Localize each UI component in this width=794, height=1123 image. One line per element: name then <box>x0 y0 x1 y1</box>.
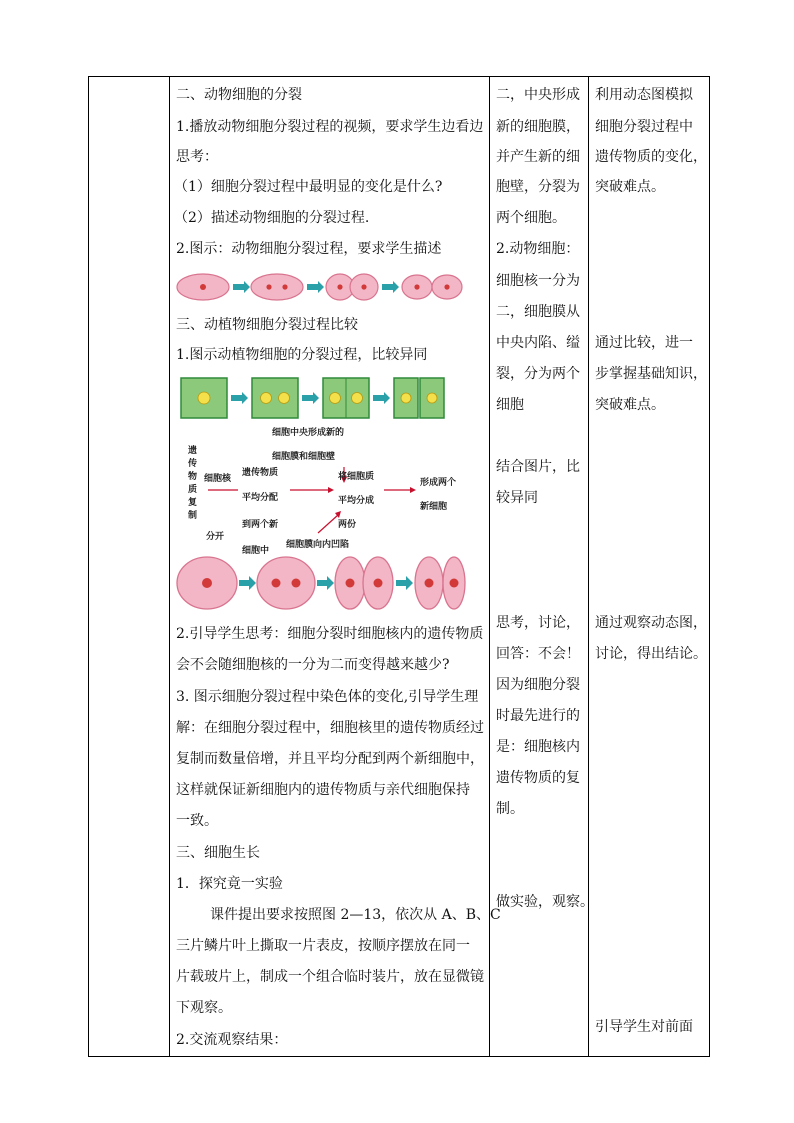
animal-division-figure <box>176 271 466 303</box>
heading-animal-division: 二、动物细胞的分裂 <box>176 87 302 103</box>
intent-line: 突破难点。 <box>595 397 665 413</box>
para3-line5: 一致。 <box>176 813 218 829</box>
student-line: 因为细胞分裂 <box>496 677 580 693</box>
student-line: 结合图片，比 <box>496 459 580 475</box>
item2: 2.图示：动物细胞分裂过程，要求学生描述 <box>176 241 442 257</box>
plant-division-figure <box>180 377 460 419</box>
student-line: 细胞 <box>496 397 524 413</box>
inherit-label-line3: 到两个新 <box>242 520 279 530</box>
intent-line: 讨论，得出结论。 <box>595 646 707 662</box>
plant-cell-stage-2 <box>252 378 298 418</box>
arrow-icon <box>396 576 413 590</box>
arrowhead-icon <box>410 487 416 493</box>
arrow-icon <box>239 576 256 590</box>
lesson-table <box>88 76 710 1057</box>
vertical-label-char: 传 <box>188 459 198 469</box>
experiment-line2: 三片鳞片叶上撕取一片表皮，按顺序摆放在同一 <box>176 938 470 954</box>
student-line: 回答：不会！ <box>496 646 580 662</box>
inherit-label-line4: 细胞中 <box>242 546 270 555</box>
column-teaching-content <box>170 77 501 1057</box>
student-line: 时最先进行的 <box>496 708 580 724</box>
large-cell-stage-3 <box>335 557 393 609</box>
division-flow-diagram <box>178 423 478 555</box>
heading-compare: 三、动植物细胞分裂过程比较 <box>176 317 358 333</box>
guide-line2: 会不会随细胞核的一分为二而变得越来越少? <box>176 657 450 673</box>
question-1: （1）细胞分裂过程中最明显的变化是什么? <box>174 179 443 195</box>
arrow-icon <box>382 281 399 293</box>
arrow-icon <box>233 281 250 293</box>
column-design-intent <box>589 77 710 1057</box>
intent-line: 利用动态图模拟 <box>595 87 693 103</box>
flow-line <box>318 515 338 533</box>
large-cell-stage-2 <box>257 557 315 609</box>
inherit-label-line2: 平均分配 <box>242 493 279 503</box>
animal-cell-stage-3 <box>326 274 378 300</box>
intent-line: 步掌握基础知识， <box>595 366 707 382</box>
vertical-label-char: 质 <box>188 485 198 495</box>
result-label-line1: 形成两个 <box>420 478 457 488</box>
exchange-results: 2.交流观察结果： <box>176 1032 288 1048</box>
intent-line: 通过观察动态图， <box>595 615 707 631</box>
intent-line: 通过比较，进一 <box>595 335 693 351</box>
experiment-line1: 课件提出要求按照图 2—13，依次从 A、B、C <box>210 907 501 923</box>
guide-line1: 2.引导学生思考：细胞分裂时细胞核内的遗传物质 <box>176 626 484 642</box>
large-cell-stage-4 <box>415 557 465 609</box>
large-cell-stage-1 <box>177 557 237 609</box>
column-blank <box>89 77 170 1057</box>
arrow-icon <box>317 576 334 590</box>
heading-growth: 三、细胞生长 <box>176 845 260 861</box>
student-line: 裂，分为两个 <box>496 366 580 382</box>
student-line: 二，细胞膜从 <box>496 304 580 320</box>
student-line: 2.动物细胞： <box>496 241 580 257</box>
experiment-line4: 下观察。 <box>176 1000 232 1016</box>
cyto-label-line2: 平均分成 <box>338 496 375 506</box>
student-line: 并产生新的细 <box>496 149 580 165</box>
arrow-icon <box>307 281 324 293</box>
question-2: （2）描述动物细胞的分裂过程. <box>174 210 370 226</box>
intent-line: 引导学生对前面 <box>595 1019 693 1035</box>
student-line: 胞壁，分裂为 <box>496 179 580 195</box>
item1-line1: 1.播放动物细胞分裂过程的视频，要求学生边看边 <box>176 119 484 135</box>
student-line: 新的细胞膜， <box>496 119 580 135</box>
split-label: 分开 <box>206 532 225 542</box>
plant-cell-stage-1 <box>181 378 227 418</box>
vertical-label-char: 制 <box>188 511 198 521</box>
student-line: 较异同 <box>496 490 538 506</box>
student-line: 是：细胞核内 <box>496 739 580 755</box>
student-line: 遗传物质的复 <box>496 770 580 786</box>
intent-line: 细胞分裂过程中 <box>595 119 693 135</box>
animal-cell-stage-4 <box>402 275 462 299</box>
arrow-icon <box>231 392 248 404</box>
compare-item1: 1.图示动植物细胞的分裂过程，比较异同 <box>176 347 428 363</box>
arrow-icon <box>373 392 390 404</box>
animal-division-large-figure <box>176 555 466 611</box>
experiment-title: 1．探究竟一实验 <box>176 876 283 892</box>
animal-cell-stage-1 <box>177 274 229 300</box>
plant-cell-stage-4 <box>394 378 444 418</box>
animal-note: 细胞膜向内凹陷 <box>286 540 350 550</box>
animal-cell-stage-2 <box>251 274 303 300</box>
arrow-icon <box>302 392 319 404</box>
para3-line2: 解：在细胞分裂过程中，细胞核里的遗传物质经过 <box>176 720 484 736</box>
experiment-line3: 片载玻片上，制成一个组合临时装片，放在显微镜 <box>176 969 484 985</box>
inherit-label-line1: 遗传物质 <box>242 468 279 478</box>
vertical-label-char: 物 <box>188 472 198 482</box>
student-line: 思考，讨论， <box>496 615 580 631</box>
plant-note-line1: 细胞中央形成新的 <box>272 428 345 438</box>
vertical-label-char: 复 <box>188 498 198 508</box>
arrowhead-icon <box>328 487 334 493</box>
plant-note-line2: 细胞膜和细胞壁 <box>272 452 336 462</box>
student-line: 做实验，观察。 <box>496 894 594 910</box>
intent-line: 遗传物质的变化， <box>595 149 707 165</box>
student-line: 制。 <box>496 801 524 817</box>
result-label-line2: 新细胞 <box>420 502 448 512</box>
student-line: 中央内陷、缢 <box>496 335 580 351</box>
intent-line: 突破难点。 <box>595 179 665 195</box>
student-line: 两个细胞。 <box>496 210 566 226</box>
para3-line3: 复制而数量倍增，并且平均分配到两个新细胞中， <box>176 751 484 767</box>
item1-line2: 思考： <box>176 149 218 165</box>
para3-line4: 这样就保证新细胞内的遗传物质与亲代细胞保持 <box>176 782 470 798</box>
cyto-label-line1: 将细胞质 <box>338 472 375 482</box>
para3-line1: 3. 图示细胞分裂过程中染色体的变化,引导学生理 <box>176 689 479 705</box>
vertical-label-char: 遗 <box>188 446 198 456</box>
nucleus-label: 细胞核 <box>204 474 232 484</box>
column-student-activity <box>490 77 594 1057</box>
plant-cell-stage-3 <box>323 378 369 418</box>
cyto-label-line3: 两份 <box>338 520 357 530</box>
student-line: 二，中央形成 <box>496 87 580 103</box>
student-line: 细胞核一分为 <box>496 273 580 289</box>
